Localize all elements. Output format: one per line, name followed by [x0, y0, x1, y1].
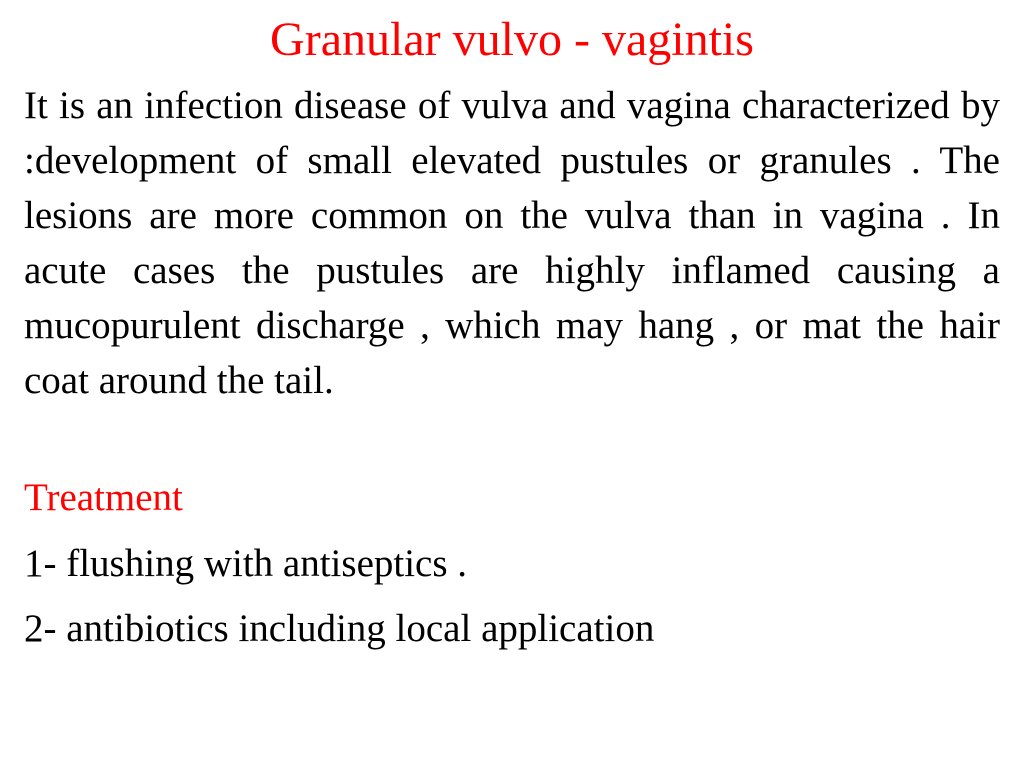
- description-paragraph: It is an infection disease of vulva and vagina characterized by :development of small elevated pustules or granules . The lesions are more common on the vulva than in vagina . In acute cases the pustules are highly inflamed causing a mucopurulent discharge , which may hang , or mat the hair coat around the tail.: [24, 84, 1000, 402]
- slide-title: Granular vulvo - vagintis: [270, 13, 754, 66]
- treatment-heading: Treatment: [24, 476, 183, 519]
- treatment-item-antibiotics: 2- antibiotics including local application: [24, 607, 655, 650]
- treatment-item-flushing: 1- flushing with antiseptics .: [24, 542, 468, 585]
